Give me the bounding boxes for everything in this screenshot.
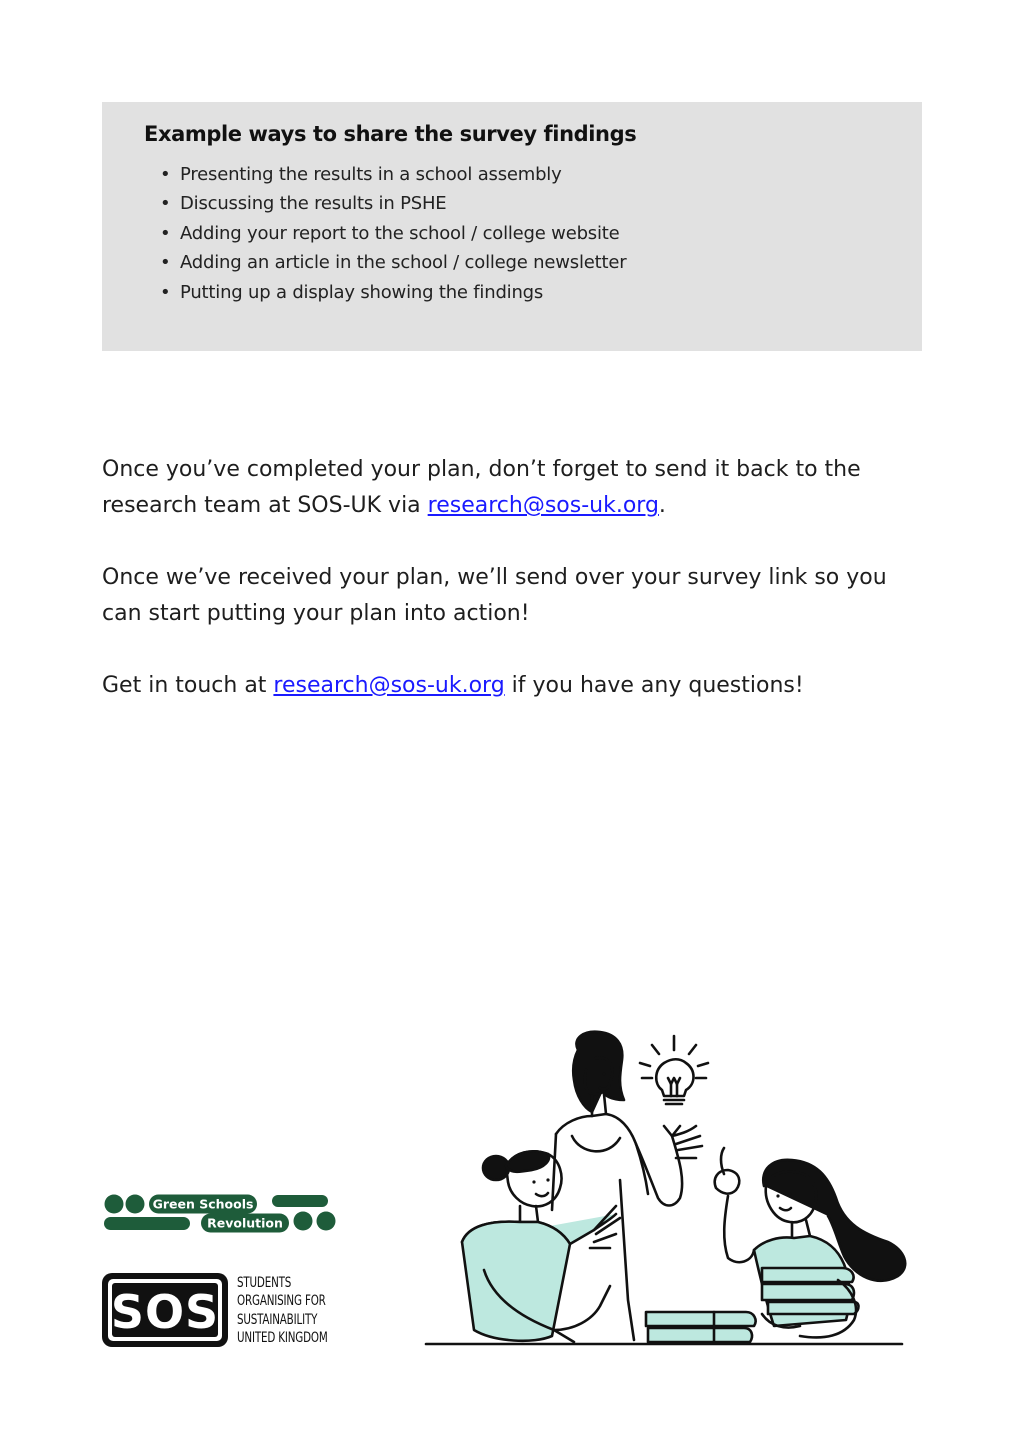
sos-words: STUDENTS ORGANISING FOR SUSTAINABILITY UNITED KINGDOM bbox=[237, 1275, 328, 1346]
list-item: • Adding your report to the school / college website bbox=[160, 219, 880, 248]
email-link[interactable]: research@sos-uk.org bbox=[273, 673, 505, 698]
gsr-line2: Revolution bbox=[207, 1215, 283, 1231]
list-item: • Presenting the results in a school assembly bbox=[160, 160, 880, 189]
students-illustration bbox=[424, 1030, 924, 1350]
findings-box bbox=[102, 102, 922, 351]
right-student bbox=[715, 1148, 905, 1337]
list-item: • Discussing the results in PSHE bbox=[160, 189, 880, 218]
left-student bbox=[462, 1151, 620, 1342]
sos-wordmark: SOS bbox=[110, 1285, 220, 1339]
books-stack bbox=[646, 1312, 756, 1342]
lightbulb-icon bbox=[640, 1036, 708, 1104]
email-link[interactable]: research@sos-uk.org bbox=[427, 493, 659, 518]
findings-title: Example ways to share the survey findings bbox=[144, 122, 637, 146]
findings-list bbox=[144, 160, 880, 307]
gsr-line1: Green Schools bbox=[152, 1196, 254, 1212]
paragraph-send-plan: Once you’ve completed your plan, don’t forget to send it back to the research team at SOS-UK via research@sos-uk.org. bbox=[102, 457, 861, 518]
list-item: • Putting up a display showing the findings bbox=[160, 278, 880, 307]
green-schools-revolution-logo bbox=[104, 1192, 340, 1234]
sos-uk-logo bbox=[102, 1273, 352, 1349]
body-text bbox=[102, 452, 932, 740]
paragraph-survey-link: Once we’ve received your plan, we’ll send over your survey link so you can start putting your plan into action! bbox=[102, 565, 887, 626]
list-item: • Adding an article in the school / college newsletter bbox=[160, 248, 880, 277]
paragraph-get-in-touch: Get in touch at research@sos-uk.org if you have any questions! bbox=[102, 673, 804, 698]
sos-mark bbox=[102, 1273, 228, 1347]
